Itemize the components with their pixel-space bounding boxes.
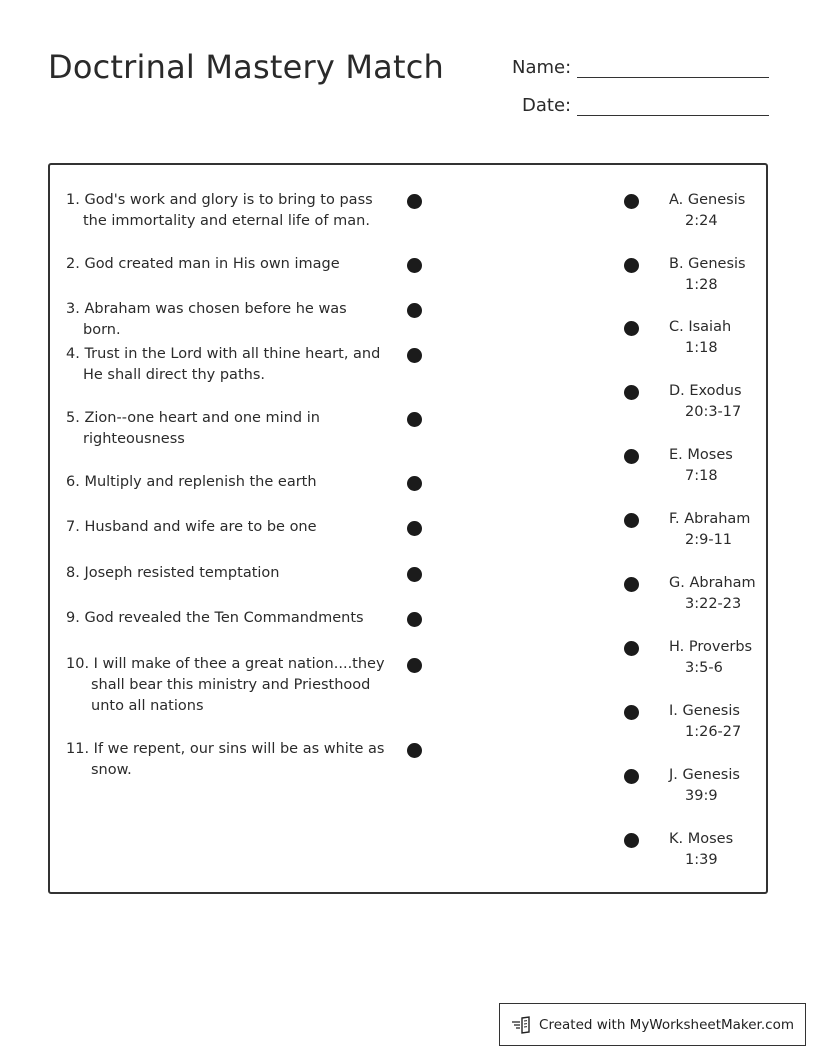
question-number: 3. xyxy=(66,301,80,317)
question-match-dot[interactable] xyxy=(407,567,422,582)
question-text: God revealed the Ten Commandments xyxy=(84,610,364,626)
name-label: Name: xyxy=(512,57,572,78)
question-text: Joseph resisted temptation xyxy=(84,565,280,581)
question-match-dot[interactable] xyxy=(407,743,422,758)
question-text: I will make of thee a great nation....they shall bear this ministry and Priesthood unto all nations xyxy=(91,656,385,714)
question-number: 7. xyxy=(66,519,80,535)
answer-letter: D. xyxy=(669,383,685,399)
answer-letter: H. xyxy=(669,639,685,655)
answer-ref: 1:18 xyxy=(685,340,718,356)
answer-ref: 20:3-17 xyxy=(685,404,742,420)
answer-ref: 7:18 xyxy=(685,468,718,484)
answer-ref: 1:28 xyxy=(685,277,718,293)
question-item xyxy=(66,563,386,584)
question-text: Trust in the Lord with all thine heart, and He shall direct thy paths. xyxy=(83,346,381,383)
answer-letter: I. xyxy=(669,703,678,719)
answer-item xyxy=(669,573,756,615)
answer-book: Abraham xyxy=(684,511,751,527)
answer-item xyxy=(669,701,741,743)
question-text: God created man in His own image xyxy=(84,256,340,272)
answer-ref: 3:5-6 xyxy=(685,660,723,676)
question-text: Multiply and replenish the earth xyxy=(84,474,317,490)
footer-credit[interactable] xyxy=(499,1003,806,1046)
answer-item xyxy=(669,637,752,679)
answer-ref: 39:9 xyxy=(685,788,718,804)
name-field xyxy=(512,56,769,78)
answer-book: Genesis xyxy=(682,767,740,783)
answer-letter: E. xyxy=(669,447,683,463)
question-text: Abraham was chosen before he was born. xyxy=(83,301,347,338)
answer-match-dot[interactable] xyxy=(624,513,639,528)
question-item xyxy=(66,517,386,538)
answer-ref: 2:9-11 xyxy=(685,532,733,548)
question-item xyxy=(66,654,386,717)
question-number: 6. xyxy=(66,474,80,490)
worksheet-maker-logo-icon xyxy=(511,1016,533,1034)
answer-item xyxy=(669,254,746,296)
question-number: 8. xyxy=(66,565,80,581)
question-match-dot[interactable] xyxy=(407,258,422,273)
answer-book: Abraham xyxy=(689,575,756,591)
question-item xyxy=(66,408,386,450)
answer-book: Exodus xyxy=(689,383,742,399)
question-item xyxy=(66,739,386,781)
answer-book: Genesis xyxy=(682,703,740,719)
answer-item xyxy=(669,317,731,359)
date-field xyxy=(522,94,769,116)
question-item xyxy=(66,254,386,275)
answer-book: Isaiah xyxy=(688,319,732,335)
answer-ref: 1:26-27 xyxy=(685,724,742,740)
answer-ref: 2:24 xyxy=(685,213,718,229)
question-match-dot[interactable] xyxy=(407,521,422,536)
question-text: Husband and wife are to be one xyxy=(84,519,317,535)
answer-item xyxy=(669,829,733,871)
question-match-dot[interactable] xyxy=(407,612,422,627)
answer-match-dot[interactable] xyxy=(624,385,639,400)
question-match-dot[interactable] xyxy=(407,658,422,673)
question-text: If we repent, our sins will be as white as snow. xyxy=(91,741,385,778)
answer-match-dot[interactable] xyxy=(624,321,639,336)
page-title: Doctrinal Mastery Match xyxy=(48,48,444,86)
question-number: 11. xyxy=(66,741,90,757)
answer-letter: C. xyxy=(669,319,684,335)
answer-match-dot[interactable] xyxy=(624,258,639,273)
question-number: 10. xyxy=(66,656,90,672)
answer-match-dot[interactable] xyxy=(624,194,639,209)
answer-match-dot[interactable] xyxy=(624,705,639,720)
question-match-dot[interactable] xyxy=(407,412,422,427)
question-item xyxy=(66,299,386,341)
answer-book: Moses xyxy=(687,447,733,463)
answer-book: Proverbs xyxy=(688,639,753,655)
answer-ref: 1:39 xyxy=(685,852,718,868)
question-match-dot[interactable] xyxy=(407,476,422,491)
answer-letter: F. xyxy=(669,511,680,527)
answer-letter: G. xyxy=(669,575,685,591)
question-text: God's work and glory is to bring to pass the immortality and eternal life of man. xyxy=(83,192,373,229)
question-number: 4. xyxy=(66,346,80,362)
answer-letter: K. xyxy=(669,831,684,847)
answer-match-dot[interactable] xyxy=(624,577,639,592)
answer-match-dot[interactable] xyxy=(624,641,639,656)
answer-letter: B. xyxy=(669,256,684,272)
question-number: 9. xyxy=(66,610,80,626)
date-label: Date: xyxy=(522,95,572,116)
date-input-line[interactable] xyxy=(577,94,769,116)
question-text: Zion--one heart and one mind in righteousness xyxy=(83,410,320,447)
question-match-dot[interactable] xyxy=(407,194,422,209)
question-match-dot[interactable] xyxy=(407,348,422,363)
answer-letter: A. xyxy=(669,192,684,208)
answer-match-dot[interactable] xyxy=(624,769,639,784)
question-match-dot[interactable] xyxy=(407,303,422,318)
answer-item xyxy=(669,765,740,807)
answer-match-dot[interactable] xyxy=(624,449,639,464)
answer-book: Moses xyxy=(687,831,734,847)
answer-book: Genesis xyxy=(687,192,746,208)
answer-ref: 3:22-23 xyxy=(685,596,742,612)
answer-item xyxy=(669,445,733,487)
question-number: 1. xyxy=(66,192,80,208)
answer-match-dot[interactable] xyxy=(624,833,639,848)
answer-item xyxy=(669,509,750,551)
name-input-line[interactable] xyxy=(577,56,769,78)
question-item xyxy=(66,608,386,629)
footer-text: Created with MyWorksheetMaker.com xyxy=(539,1016,794,1033)
answer-item xyxy=(669,381,742,423)
question-number: 2. xyxy=(66,256,80,272)
answer-book: Genesis xyxy=(688,256,746,272)
question-number: 5. xyxy=(66,410,80,426)
answer-item xyxy=(669,190,745,232)
answer-letter: J. xyxy=(669,767,678,783)
question-item xyxy=(66,344,386,386)
question-item xyxy=(66,472,386,493)
question-item xyxy=(66,190,386,232)
